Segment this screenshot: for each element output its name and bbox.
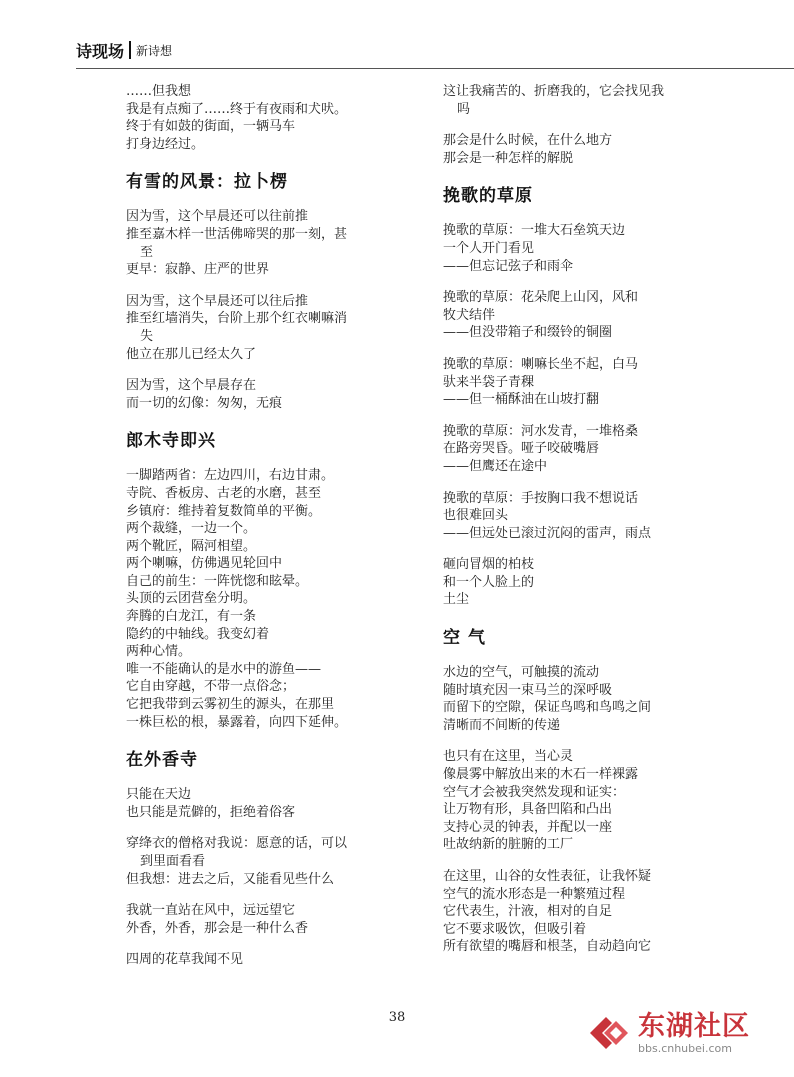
poem-line: ——但远处已滚过沉闷的雷声，雨点: [443, 525, 652, 541]
poem-line: 也只有在这里，当心灵: [443, 749, 574, 765]
poem-line: 一脚踏两省：左边四川，右边甘肃。: [126, 468, 335, 484]
poem-title: 空气: [443, 628, 493, 649]
poem-line: 到里面看看: [140, 854, 206, 869]
poem-line: 乡镇府：维持着复数简单的平衡。: [126, 503, 322, 519]
stanza: [126, 835, 374, 888]
stanza: [443, 490, 718, 543]
watermark: [586, 1005, 776, 1063]
poem-line: 他立在那儿已经太久了: [126, 346, 257, 362]
poem-line: 推至嘉木样一世活佛啼哭的那一刻，甚: [126, 226, 348, 242]
poem-line: 只能在天边: [126, 787, 192, 803]
poem-line: ……但我想: [126, 84, 192, 99]
poem-line: 一株巨松的根，暴露着，向四下延伸。: [126, 714, 348, 730]
poem-line: 砸向冒烟的柏枝: [443, 557, 535, 573]
poem-line: 两个喇嘛，仿佛遇见轮回中: [126, 556, 283, 572]
magazine-name: 诗现场: [76, 41, 125, 61]
poem-line: 支持心灵的钟表，并配以一座: [443, 819, 613, 835]
header-divider: [129, 41, 131, 59]
stanza: [443, 356, 718, 409]
stanza: [126, 208, 374, 278]
poem-line: 牧犬结伴: [443, 307, 496, 323]
watermark-url: bbs.cnhubei.com: [638, 1042, 732, 1055]
poem-line: 在这里，山谷的女性表征，让我怀疑: [443, 869, 652, 884]
poem-line: 吗: [457, 101, 471, 117]
poem-line: 一个人开门看见: [443, 240, 535, 256]
stanza: [443, 664, 718, 734]
right-column: [443, 83, 718, 970]
poem-line: 像晨雾中解放出来的木石一样裸露: [443, 767, 639, 783]
page-number: 38: [388, 1010, 406, 1025]
poem-line: ——但鹰还在途中: [443, 458, 548, 474]
poem-line: 那会是一种怎样的解脱: [443, 150, 574, 166]
poem-line: 而留下的空隙，保证鸟鸣和鸟鸣之间: [443, 700, 652, 716]
poem-line: 四周的花草我闻不见: [126, 952, 244, 968]
poem-line: 更早：寂静、庄严的世界: [126, 262, 270, 278]
poem-line: 自己的前生：一阵恍惚和眩晕。: [126, 573, 309, 589]
poem-line: 因为雪，这个早晨还可以往后推: [126, 293, 309, 309]
poem-line: 清晰而不间断的传递: [443, 717, 561, 733]
stanza: [443, 868, 718, 956]
poem-line: 也很难回头: [443, 508, 509, 524]
stanza: [126, 83, 374, 153]
poem-line: 我就一直站在风中，远远望它: [126, 903, 296, 919]
poem-line: 它自由穿越，不带一点俗念；: [126, 679, 296, 695]
column-name: 新诗想: [136, 43, 173, 58]
poem-line: 外香，外香，那会是一种什么香: [126, 920, 309, 936]
poem-line: 失: [140, 328, 154, 344]
header-rule: [76, 68, 794, 69]
poem-line: 打身边经过。: [126, 136, 205, 152]
stanza: [443, 132, 718, 167]
stanza: [443, 222, 718, 275]
stanza: [126, 293, 374, 363]
poem-line: 这让我痛苦的、折磨我的，它会找见我: [443, 84, 665, 99]
poem-line: 至: [140, 244, 154, 260]
poem-line: 头顶的云团营垒分明。: [126, 591, 257, 607]
poem-line: 而一切的幻像：匆匆，无痕: [126, 395, 283, 411]
watermark-logo-icon: [586, 1011, 632, 1057]
poem-line: 挽歌的草原：喇嘛长坐不起，白马: [443, 356, 639, 372]
poem-line: 吐故纳新的脏腑的工厂: [443, 837, 574, 853]
stanza: [126, 467, 374, 731]
poem-line: ——但忘记弦子和雨伞: [443, 258, 574, 274]
poem-line: 唯一不能确认的是水中的游鱼——: [126, 661, 322, 677]
poem-line: 随时填充因一束马兰的深呼吸: [443, 682, 613, 698]
poem-line: 驮来半袋子青稞: [443, 374, 535, 390]
poem-line: 在路旁哭昏。哑子咬破嘴唇: [443, 441, 600, 457]
poem-line: 空气才会被我突然发现和证实：: [443, 784, 626, 800]
stanza: [126, 786, 374, 821]
stanza: [443, 556, 718, 609]
watermark-name: 东湖社区: [638, 1011, 750, 1042]
poem-line: 终于有如鼓的街面，一辆马车: [126, 119, 296, 135]
left-column: [126, 83, 374, 983]
poem-line: 所有欲望的嘴唇和根茎，自动趋向它: [443, 939, 652, 955]
poem-line: 让万物有形，具备凹陷和凸出: [443, 802, 613, 818]
poem-line: 推至红墙消失，台阶上那个红衣喇嘛消: [126, 311, 348, 327]
poem-line: 寺院、香板房、古老的水磨，甚至: [126, 485, 322, 501]
poem-line: 它代表生，汁液，相对的自足: [443, 904, 613, 920]
poem-title: 在外香寺: [126, 750, 198, 771]
poem-line: 挽歌的草原：花朵爬上山冈，风和: [443, 290, 639, 306]
stanza: [126, 377, 374, 412]
stanza: [443, 289, 718, 342]
poem-line: 也只能是荒僻的，拒绝着俗客: [126, 804, 296, 820]
poem-line: 空气的流水形态是一种繁殖过程: [443, 886, 626, 902]
poem-line: 因为雪，这个早晨存在: [126, 378, 257, 394]
poem-line: 两个靴匠，隔河相望。: [126, 538, 257, 554]
poem-line: 两个裁缝，一边一个。: [126, 521, 257, 537]
poem-line: 挽歌的草原：河水发青，一堆格桑: [443, 423, 639, 439]
poem-line: 因为雪，这个早晨还可以往前推: [126, 209, 309, 225]
poem-line: 奔腾的白龙江，有一条: [126, 609, 257, 625]
poem-title: 郎木寺即兴: [126, 431, 216, 452]
poem-line: 但我想：进去之后，又能看见些什么: [126, 871, 335, 887]
poem-line: 和一个人脸上的: [443, 574, 535, 590]
poem-line: 它把我带到云雾初生的源头，在那里: [126, 697, 335, 713]
poem-line: ——但一桶酥油在山坡打翻: [443, 392, 600, 408]
stanza: [443, 748, 718, 854]
poem-line: 我是有点痴了……终于有夜雨和犬吠。: [126, 101, 348, 117]
poem-title: 有雪的风景：拉卜楞: [126, 172, 288, 193]
poem-line: 那会是什么时候，在什么地方: [443, 133, 613, 149]
poem-line: 穿绛衣的僧格对我说：愿意的话，可以: [126, 836, 348, 852]
poem-line: 挽歌的草原：手按胸口我不想说话: [443, 490, 639, 506]
poem-line: 土尘: [443, 592, 470, 608]
poem-line: 隐约的中轴线。我变幻着: [126, 626, 270, 642]
stanza: [126, 902, 374, 937]
stanza: [126, 951, 374, 969]
poem-title: 挽歌的草原: [443, 186, 533, 207]
page-header: [76, 36, 172, 64]
poem-line: ——但没带箱子和缀铃的铜圈: [443, 325, 613, 341]
poem-line: 挽歌的草原：一堆大石垒筑天边: [443, 223, 626, 239]
stanza: [443, 83, 718, 118]
poem-line: 水边的空气，可触摸的流动: [443, 665, 600, 681]
stanza: [443, 423, 718, 476]
poem-line: 它不要求吸饮，但吸引着: [443, 921, 587, 937]
poem-line: 两种心情。: [126, 644, 192, 660]
